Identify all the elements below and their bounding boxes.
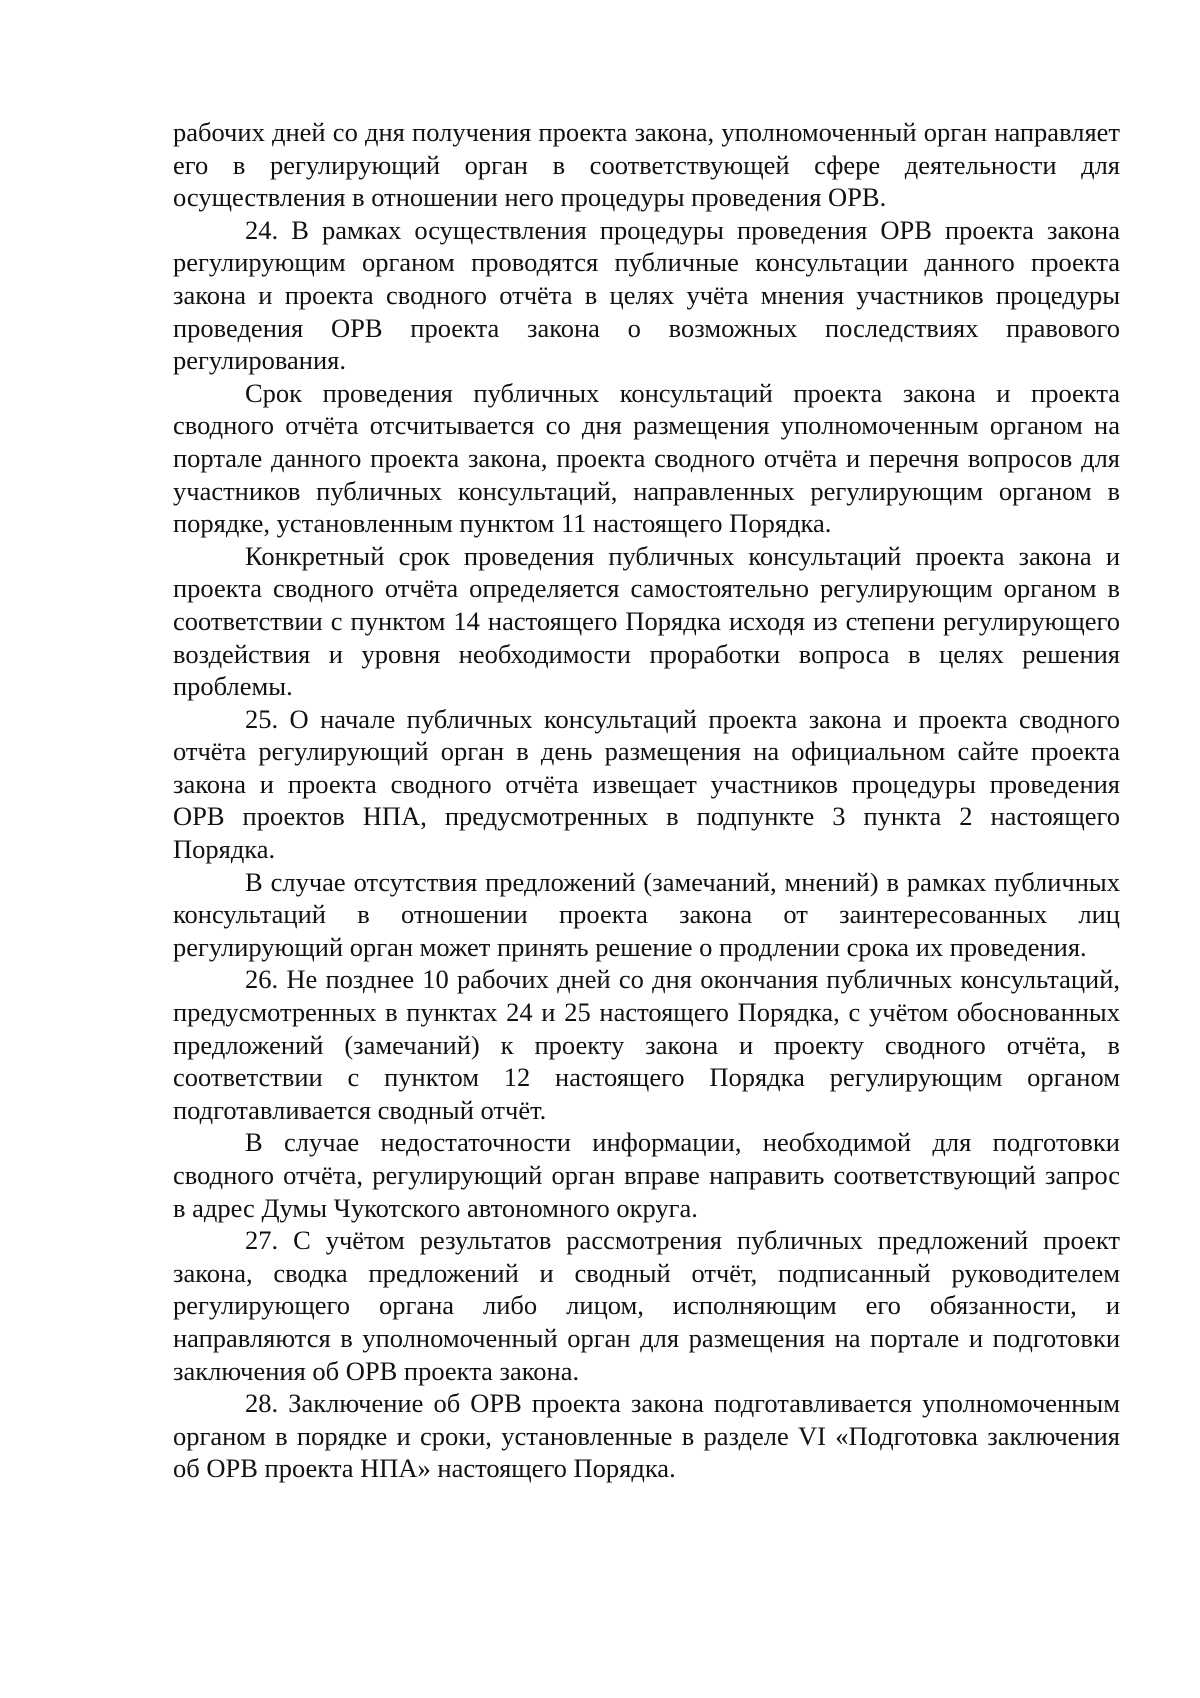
- paragraph-item-27: 27. С учётом результатов рассмотрения публичных предложений проект закона, сводка предложений и сводный отчёт, подписанный руководителем регулирующего органа либо лицом, исполняющим его обязанности, и направляются в уполномоченный орган для размещения на портале и подготовки заключения об ОРВ проекта закона.: [173, 1225, 1120, 1386]
- paragraph-consultation-term: Срок проведения публичных консультаций проекта закона и проекта сводного отчёта отсчитывается со дня размещения уполномоченным органом на портале данного проекта закона, проекта сводного отчёта и перечня вопросов для участников публичных консультаций, направленных регулирующим органом в порядке, установленным пунктом 11 настоящего Порядка.: [173, 377, 1120, 539]
- paragraph-item-24: 24. В рамках осуществления процедуры проведения ОРВ проекта закона регулирующим органом проводятся публичные консультации данного проекта закона и проекта сводного отчёта в целях учёта мнения участников процедуры проведения ОРВ проекта закона о возможных последствиях правового регулирования.: [173, 214, 1120, 376]
- paragraph-continuation: рабочих дней со дня получения проекта закона, уполномоченный орган направляет его в регулирующий орган в соответствующей сфере деятельности для осуществления в отношении него процедуры проведения ОРВ.: [173, 117, 1120, 213]
- paragraph-insufficient-info: В случае недостаточности информации, необходимой для подготовки сводного отчёта, регулирующий орган вправе направить соответствующий запрос в адрес Думы Чукотского автономного округа.: [173, 1127, 1120, 1223]
- paragraph-item-26: 26. Не позднее 10 рабочих дней со дня окончания публичных консультаций, предусмотренных в пунктах 24 и 25 настоящего Порядка, с учётом обоснованных предложений (замечаний) к проекту закона и проекту сводного отчёта, в соответствии с пунктом 12 настоящего Порядка регулирующим органом подготавливается сводный отчёт.: [173, 964, 1120, 1125]
- paragraph-item-25: 25. О начале публичных консультаций проекта закона и проекта сводного отчёта регулирующий орган в день размещения на официальном сайте проекта закона и проекта сводного отчёта извещает участников процедуры проведения ОРВ проектов НПА, предусмотренных в подпункте 3 пункта 2 настоящего Порядка.: [173, 703, 1120, 865]
- paragraph-item-28: 28. Заключение об ОРВ проекта закона подготавливается уполномоченным органом в порядке и сроки, установленные в разделе VI «Подготовка заключения об ОРВ проекта НПА» настоящего Порядка.: [173, 1388, 1120, 1484]
- paragraph-specific-term: Конкретный срок проведения публичных консультаций проекта закона и проекта сводного отчёта определяется самостоятельно регулирующим органом в соответствии с пунктом 14 настоящего Порядка исходя из степени регулирующего воздействия и уровня необходимости проработки вопроса в целях решения проблемы.: [173, 540, 1120, 702]
- document-body: [173, 116, 1120, 1485]
- paragraph-no-proposals: В случае отсутствия предложений (замечаний, мнений) в рамках публичных консультаций в отношении проекта закона от заинтересованных лиц регулирующий орган может принять решение о продлении срока их проведения.: [173, 866, 1120, 962]
